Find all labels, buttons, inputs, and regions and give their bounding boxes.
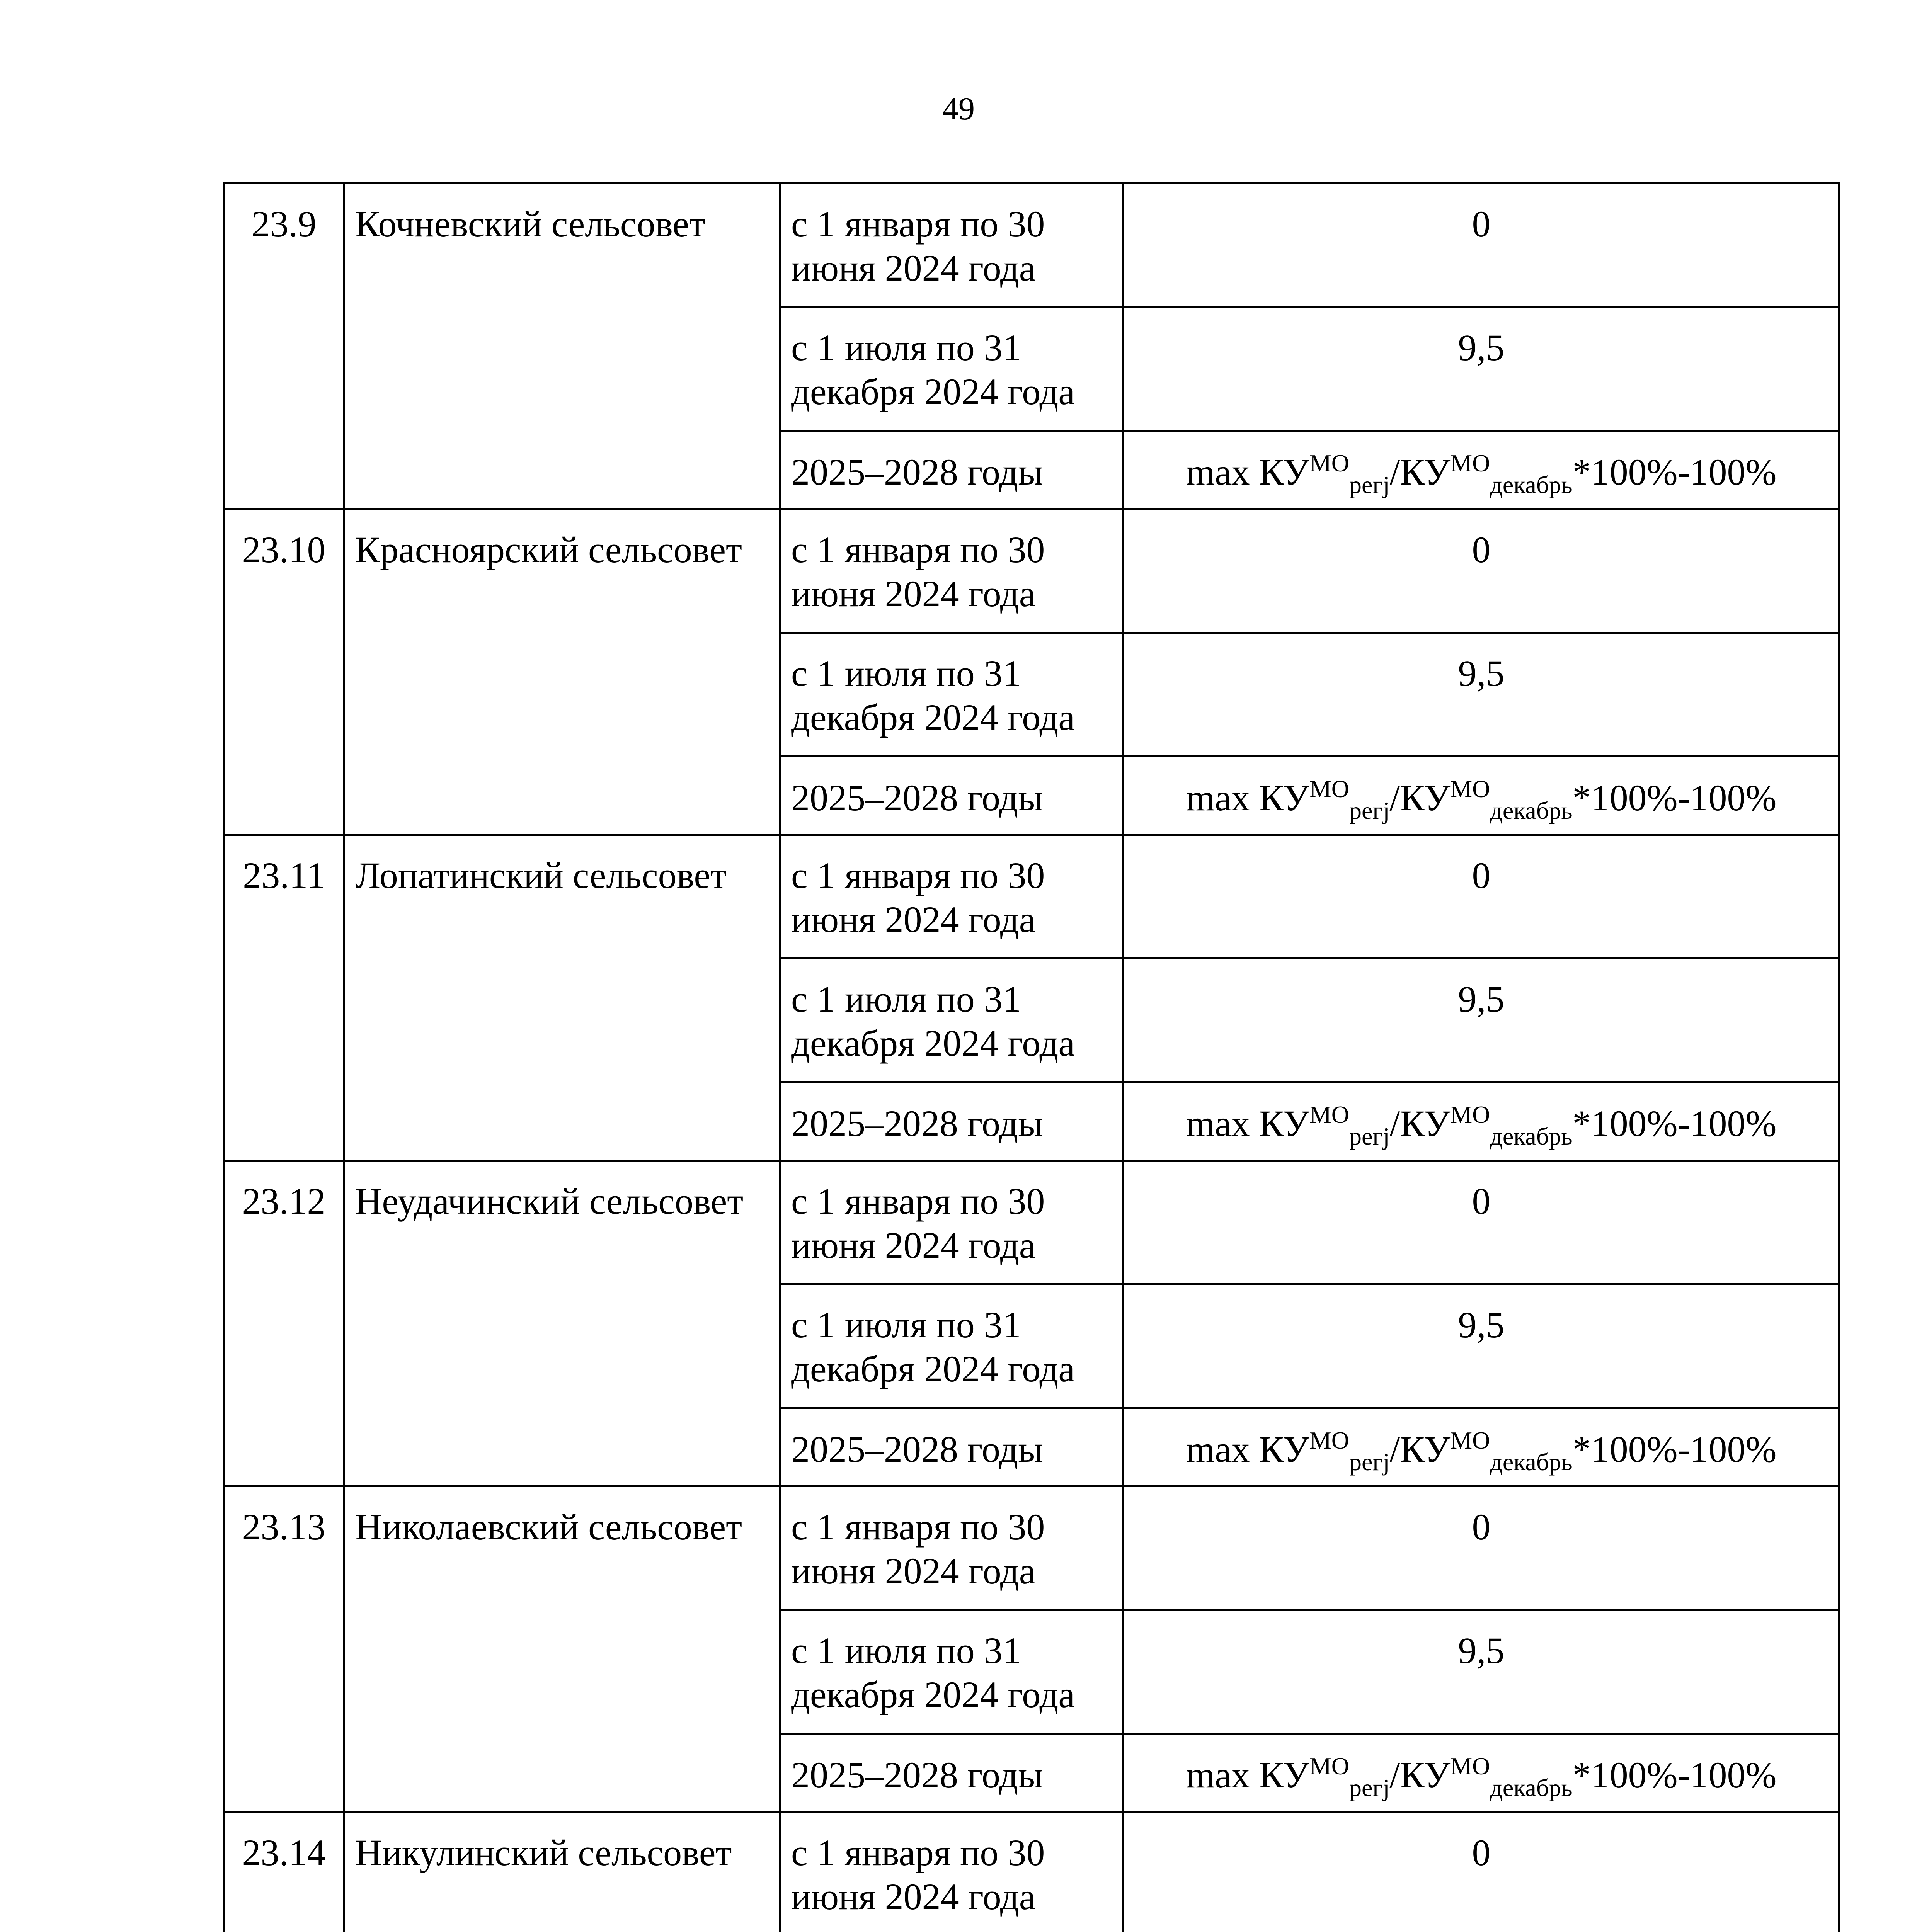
period-first-half: с 1 января по 30 июня 2024 года [780, 835, 1124, 959]
formula [1186, 1752, 1777, 1801]
formula-part: декабрь [1490, 1122, 1573, 1150]
formula-part: декабрь [1490, 797, 1573, 824]
period-years: 2025–2028 годы [780, 1408, 1124, 1486]
row-number: 23.14 [224, 1812, 344, 1932]
table-row [224, 1812, 1839, 1932]
value-first-half: 0 [1124, 835, 1839, 959]
formula-part: декабрь [1490, 1448, 1573, 1476]
period-years: 2025–2028 годы [780, 757, 1124, 835]
formula-part: /КУ [1389, 1429, 1451, 1470]
value-first-half: 0 [1124, 509, 1839, 633]
formula-part: МО [1309, 1101, 1349, 1128]
table-row [224, 184, 1839, 307]
tariff-table [223, 182, 1840, 1932]
value-first-half: 0 [1124, 1161, 1839, 1284]
formula [1186, 449, 1777, 498]
page-number: 49 [942, 91, 975, 127]
formula [1186, 1101, 1777, 1150]
formula-part: /КУ [1389, 777, 1451, 818]
formula-part: МО [1450, 1101, 1490, 1128]
period-years: 2025–2028 годы [780, 1734, 1124, 1812]
formula-part: МО [1450, 775, 1490, 803]
formula-part: МО [1450, 1752, 1490, 1780]
formula-part: декабрь [1490, 1774, 1573, 1801]
value-second-half: 9,5 [1124, 633, 1839, 757]
municipality-name: Никулинский сельсовет [344, 1812, 780, 1932]
formula-part: max КУ [1186, 1754, 1309, 1796]
formula-part: регj [1349, 797, 1390, 824]
municipality-name: Красноярский сельсовет [344, 509, 780, 835]
formula-part: max КУ [1186, 1103, 1309, 1144]
period-years: 2025–2028 годы [780, 1082, 1124, 1161]
table-row [224, 835, 1839, 959]
municipality-name: Кочневский сельсовет [344, 184, 780, 509]
formula-part: /КУ [1389, 451, 1451, 493]
tariff-table-body [224, 184, 1839, 1932]
formula-part: МО [1450, 449, 1490, 477]
table-row [224, 1161, 1839, 1284]
formula-part: МО [1309, 1752, 1349, 1780]
table-row [224, 1486, 1839, 1610]
value-second-half: 9,5 [1124, 959, 1839, 1082]
formula-part: *100%-100% [1572, 1754, 1777, 1796]
row-number: 23.10 [224, 509, 344, 835]
formula-part: регj [1349, 1122, 1390, 1150]
municipality-name: Неудачинский сельсовет [344, 1161, 780, 1486]
row-number: 23.11 [224, 835, 344, 1161]
formula-part: МО [1450, 1427, 1490, 1454]
value-first-half: 0 [1124, 1486, 1839, 1610]
row-number: 23.13 [224, 1486, 344, 1812]
period-second-half: с 1 июля по 31 декабря 2024 года [780, 1610, 1124, 1734]
formula-cell [1124, 1082, 1839, 1161]
table-row [224, 509, 1839, 633]
formula [1186, 1427, 1777, 1476]
value-second-half: 9,5 [1124, 1284, 1839, 1408]
formula-part: *100%-100% [1572, 1429, 1777, 1470]
formula-cell [1124, 1408, 1839, 1486]
row-number: 23.12 [224, 1161, 344, 1486]
period-second-half: с 1 июля по 31 декабря 2024 года [780, 633, 1124, 757]
formula-part: /КУ [1389, 1103, 1451, 1144]
formula-part: *100%-100% [1572, 451, 1777, 493]
value-first-half: 0 [1124, 184, 1839, 307]
formula-part: МО [1309, 775, 1349, 803]
formula-part: МО [1309, 449, 1349, 477]
formula-part: регj [1349, 1774, 1390, 1801]
period-second-half: с 1 июля по 31 декабря 2024 года [780, 1284, 1124, 1408]
formula-part: /КУ [1389, 1754, 1451, 1796]
formula-part: МО [1309, 1427, 1349, 1454]
formula-part: *100%-100% [1572, 1103, 1777, 1144]
formula-part: регj [1349, 471, 1390, 498]
value-first-half: 0 [1124, 1812, 1839, 1932]
formula-cell [1124, 431, 1839, 509]
formula-part: регj [1349, 1448, 1390, 1476]
period-first-half: с 1 января по 30 июня 2024 года [780, 509, 1124, 633]
period-first-half: с 1 января по 30 июня 2024 года [780, 1812, 1124, 1932]
formula-part: *100%-100% [1572, 777, 1777, 818]
formula-cell [1124, 1734, 1839, 1812]
period-first-half: с 1 января по 30 июня 2024 года [780, 1486, 1124, 1610]
municipality-name: Лопатинский сельсовет [344, 835, 780, 1161]
formula-part: max КУ [1186, 1429, 1309, 1470]
value-second-half: 9,5 [1124, 1610, 1839, 1734]
row-number: 23.9 [224, 184, 344, 509]
period-second-half: с 1 июля по 31 декабря 2024 года [780, 959, 1124, 1082]
formula-part: декабрь [1490, 471, 1573, 498]
period-second-half: с 1 июля по 31 декабря 2024 года [780, 307, 1124, 431]
formula-part: max КУ [1186, 777, 1309, 818]
period-first-half: с 1 января по 30 июня 2024 года [780, 1161, 1124, 1284]
period-first-half: с 1 января по 30 июня 2024 года [780, 184, 1124, 307]
formula-cell [1124, 757, 1839, 835]
formula [1186, 775, 1777, 824]
value-second-half: 9,5 [1124, 307, 1839, 431]
formula-part: max КУ [1186, 451, 1309, 493]
period-years: 2025–2028 годы [780, 431, 1124, 509]
municipality-name: Николаевский сельсовет [344, 1486, 780, 1812]
